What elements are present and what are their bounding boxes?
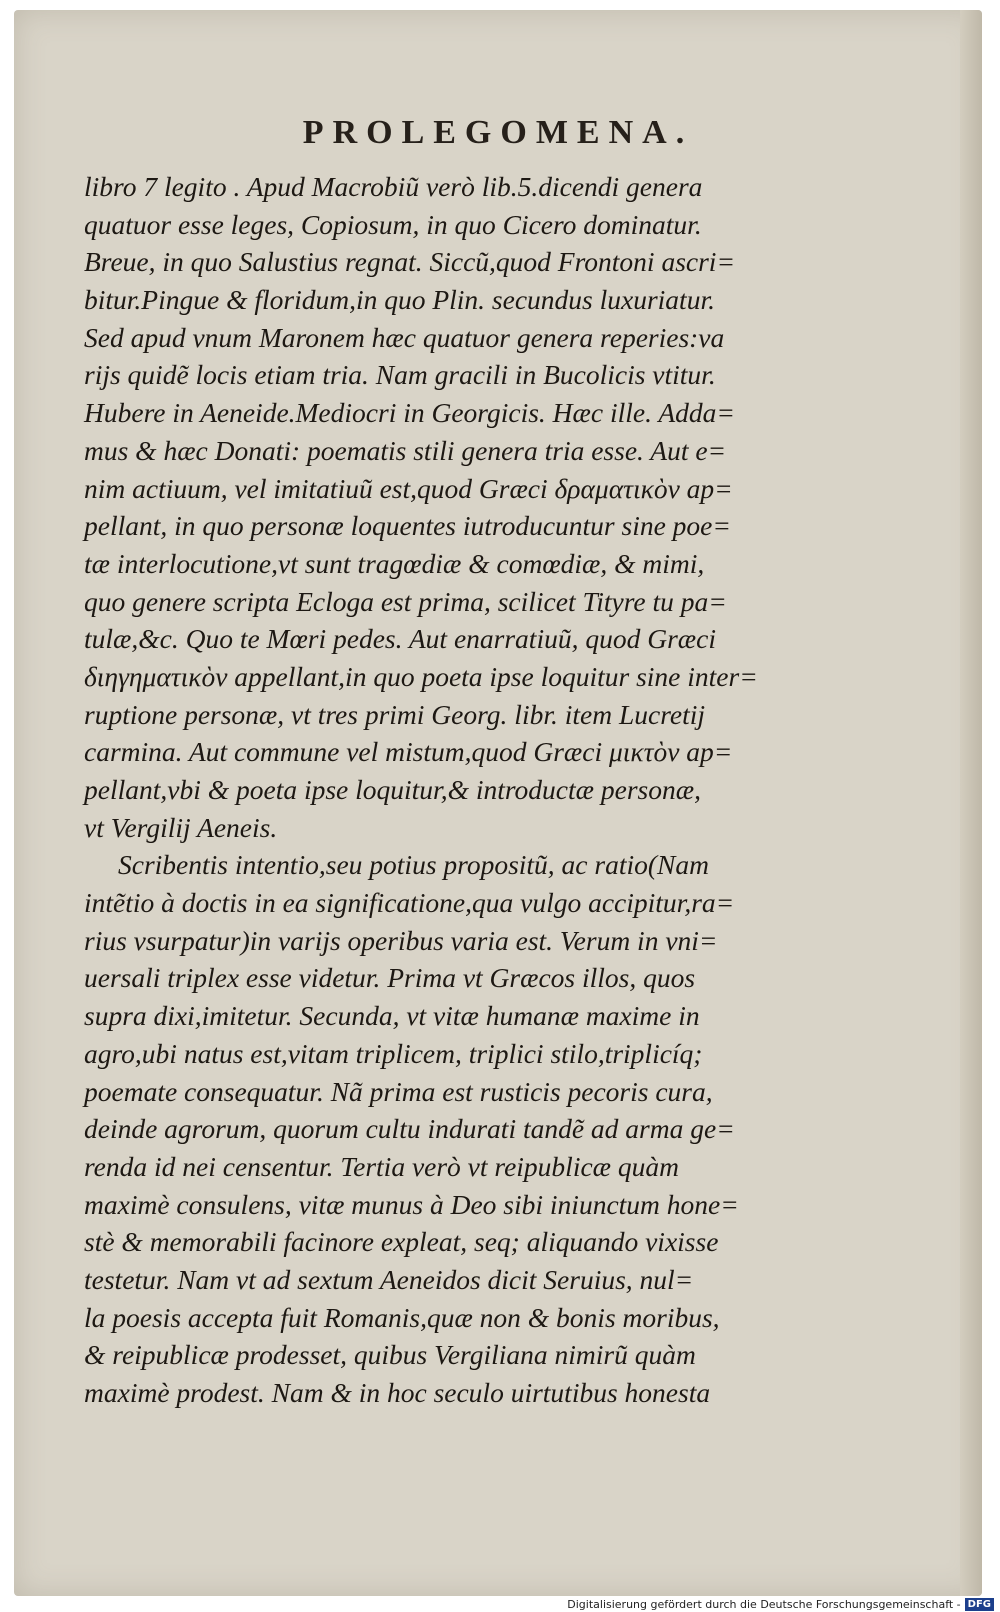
text-line: maximè consulens, vitæ munus à Deo sibi iniunctum hone= (84, 1188, 739, 1220)
text-line: stè & memorabili facinore expleat, seq; aliquando vixisse (84, 1226, 719, 1258)
running-header: PROLEGOMENA. (302, 114, 694, 151)
text-line: pellant,vbi & poeta ipse loquitur,& introductæ personæ, (84, 774, 701, 805)
text-line: testetur. Nam vt ad sextum Aeneidos dicit Seruius, nul= (84, 1263, 694, 1295)
text-line: rius vsurpatur)in varijs operibus varia est. Verum in vni= (84, 924, 718, 956)
text-line: Sed apud vnum Maronem hæc quatuor genera reperies:va (84, 321, 725, 353)
text-line: deinde agrorum, quorum cultu indurati tandẽ ad arma ge= (84, 1113, 735, 1145)
text-line: quatuor esse leges, Copiosum, in quo Cicero dominatur. (84, 208, 702, 240)
text-line: bitur.Pingue & floridum,in quo Plin. secundus luxuriatur. (84, 284, 715, 316)
text-line: rijs quidẽ locis etiam tria. Nam gracili in Bucolicis vtitur. (84, 359, 716, 391)
text-line: intẽtio à doctis in ea significatione,qua vulgo accipitur,ra= (84, 887, 735, 919)
text-line: tulæ,&c. Quo te Mœri pedes. Aut enarratiuũ, quod Græci (84, 623, 716, 655)
text-line: agro,ubi natus est,vitam triplicem, triplici stilo,triplicíq; (84, 1037, 703, 1069)
text-line: pellant, in quo personæ loquentes iutroducuntur sine poe= (84, 510, 731, 542)
funding-credit: Digitalisierung gefördert durch die Deutsche Forschungsgemeinschaft - (567, 1597, 961, 1611)
text-line: vt Vergilij Aeneis. (84, 811, 278, 843)
text-line: poemate consequatur. Nã prima est rusticis pecoris cura, (84, 1075, 713, 1107)
text-line: Hubere in Aeneide.Mediocri in Georgicis. Hæc ille. Adda= (84, 397, 735, 429)
text-line: quo genere scripta Ecloga est prima, scilicet Tityre tu pa= (84, 585, 727, 617)
text-line: διηγηματικὸν appellant,in quo poeta ipse loquitur sine inter= (84, 660, 758, 692)
text-line: nim actiuum, vel imitatiuũ est,quod Græci δραματικὸν ap= (84, 472, 733, 504)
text-line: supra dixi,imitetur. Secunda, vt vitæ humanæ maxime in (84, 1000, 700, 1032)
page-edge (960, 10, 982, 1596)
text-line: libro 7 legito . Apud Macrobiũ verò lib.5.dicendi genera (84, 171, 703, 202)
text-line: maximè prodest. Nam & in hoc seculo uirtutibus honesta (84, 1377, 711, 1408)
body-text (84, 168, 814, 1412)
text-line: tæ interlocutione,vt sunt tragœdiæ & comœdiæ, & mimi, (84, 547, 705, 579)
dfg-logo: DFG (965, 1598, 994, 1611)
text-line: Breue, in quo Salustius regnat. Siccũ,quod Frontoni ascri= (84, 246, 736, 278)
text-line: ruptione personæ, vt tres primi Georg. libr. item Lucretij (84, 698, 706, 730)
text-line: carmina. Aut commune vel mistum,quod Græci μικτὸν ap= (84, 736, 733, 768)
text-line: mus & hæc Donati: poematis stili genera tria esse. Aut e= (84, 434, 727, 466)
text-line: uersali triplex esse videtur. Prima vt Græcos illos, quos (84, 962, 696, 994)
paragraph-start-line: Scribentis intentio,seu potius propositũ, ac ratio(Nam (118, 849, 709, 881)
text-line: la poesis accepta fuit Romanis,quæ non & bonis moribus, (84, 1301, 720, 1333)
book-page (14, 10, 982, 1596)
digitization-footer (0, 1596, 1000, 1612)
text-line: renda id nei censentur. Tertia verò vt reipublicæ quàm (84, 1150, 679, 1182)
text-line: & reipublicæ prodesset, quibus Vergiliana nimirũ quàm (84, 1339, 696, 1371)
